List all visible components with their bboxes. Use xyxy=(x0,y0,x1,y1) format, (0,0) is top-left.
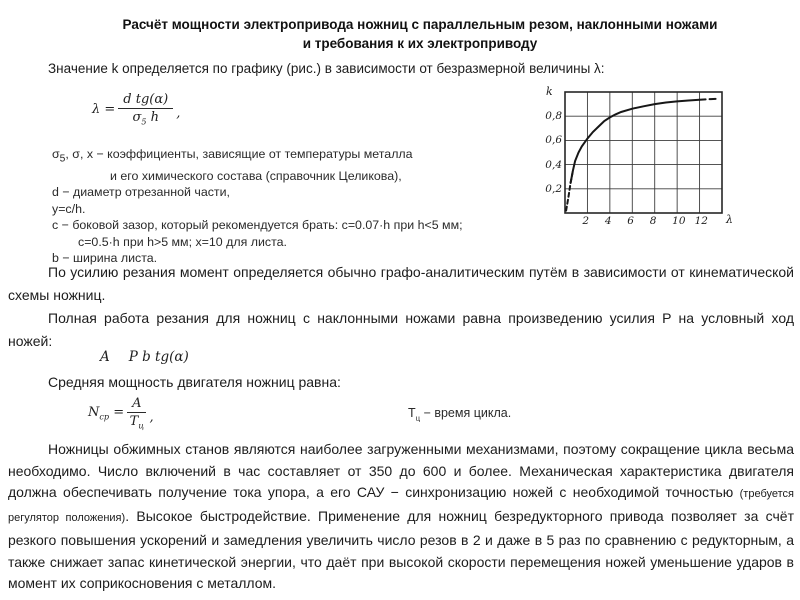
paragraph-final-parenthetical: (требуется регулятор положения) xyxy=(8,488,794,525)
definition-line-c: c − боковой зазор, который рекомендуется брать: c=0.07·h при h<5 мм; xyxy=(52,218,463,233)
chart-x-tick-label: 4 xyxy=(604,215,612,227)
paragraph-final xyxy=(8,439,794,595)
chart-y-axis-label: k xyxy=(546,85,553,98)
formula-power-fraction xyxy=(127,396,146,431)
chart-x-tick-label: 10 xyxy=(672,215,686,227)
formula-lambda xyxy=(92,92,180,127)
definition-line-d: d − диаметр отрезанной части, xyxy=(52,185,230,200)
formula-power-lhs: $N_{ср}$ = xyxy=(88,405,125,422)
cycle-time-note: $Т_ц$ − время цикла. xyxy=(408,406,512,423)
formula-average-power xyxy=(88,396,154,431)
chart-x-tick-label: 2 xyxy=(582,215,590,227)
definition-line-sigma: $\sigma_5$, σ, x − коэффициенты, зависящие от температуры металла xyxy=(52,147,413,165)
k-lambda-chart xyxy=(543,86,793,236)
page-title xyxy=(40,15,800,53)
paragraph-cutting-moment: По усилию резания момент определяется обычно графо-аналитическим путём в зависимости от кинематической схемы ножниц. xyxy=(8,264,794,303)
formula-lambda-fraction xyxy=(118,92,173,127)
chart-x-tick-label: 6 xyxy=(627,215,634,227)
avg-power-intro: Средняя мощность двигателя ножниц равна: xyxy=(48,374,341,390)
chart-x-tick-label: 12 xyxy=(694,215,708,227)
definition-line-y: y=c/h. xyxy=(52,201,86,216)
formula-lambda-lhs: λ = xyxy=(92,101,116,117)
formula-work xyxy=(100,349,189,365)
paragraph-final-before: Ножницы обжимных станов являются наиболее загруженными механизмами, поэтому сокращение цикла весьма необходимо. Число включений в час составляет от 350 до 600 и более. Механическая характеристика двигателя должна обеспечивать получение тока упора, а его САУ − синхронизацию ножей с необходимой точностью xyxy=(8,441,794,501)
page-title-line2: и требования к их электроприводу xyxy=(302,36,538,51)
chart-canvas xyxy=(543,86,793,236)
chart-x-axis-label: λ xyxy=(726,213,733,226)
definition-line-c-cont: c=0.5·h при h>5 мм; x=10 для листа. xyxy=(78,234,287,249)
chart-y-tick-label: 0,6 xyxy=(545,134,562,147)
page-title-line1: Расчёт мощности электропривода ножниц с параллельным резом, наклонными ножами xyxy=(122,17,718,32)
formula-work-lhs: A xyxy=(100,349,110,365)
formula-lambda-denominator: $\sigma_5$ h xyxy=(132,110,160,127)
chart-y-tick-label: 0,4 xyxy=(545,158,562,171)
formula-lambda-comma: , xyxy=(176,105,181,121)
paragraph-full-work: Полная работа резания для ножниц с наклонными ножами равна произведению усилия P на условный ход ножей: xyxy=(8,310,794,349)
formula-power-comma: , xyxy=(149,409,154,425)
formula-lambda-numerator: d tg(α) xyxy=(118,92,173,109)
chart-x-tick-label: 8 xyxy=(649,215,657,227)
intro-text: Значение k определяется по графику (рис.) в зависимости от безразмерной величины λ: xyxy=(48,61,605,76)
chart-y-tick-label: 0,2 xyxy=(545,182,562,195)
definition-line-b: b − ширина листа. xyxy=(52,250,158,265)
definitions-block xyxy=(52,146,463,266)
formula-power-denominator: $T_ц$ xyxy=(129,414,144,431)
definition-line-sigma-cont: и его химического состава (справочник Целикова), xyxy=(110,168,402,183)
body-paragraphs xyxy=(8,261,794,353)
formula-power-numerator: A xyxy=(127,396,146,413)
chart-y-tick-label: 0,8 xyxy=(545,110,562,123)
paragraph-final-after: . Высокое быстродействие. Применение для ножниц безредукторного привода позволяет за счёт резкого повышения ускорений и замедления увеличить число резов в 2 и даже в 5 раз по сравнению с редукторным, а также снижает запас кинетической энергии, что даёт при высокой скорости перемещения ножей уменьшение ударов в момент их соприкосновения с металлом. xyxy=(8,508,794,592)
formula-work-rhs: P b tg(α) xyxy=(128,349,189,365)
